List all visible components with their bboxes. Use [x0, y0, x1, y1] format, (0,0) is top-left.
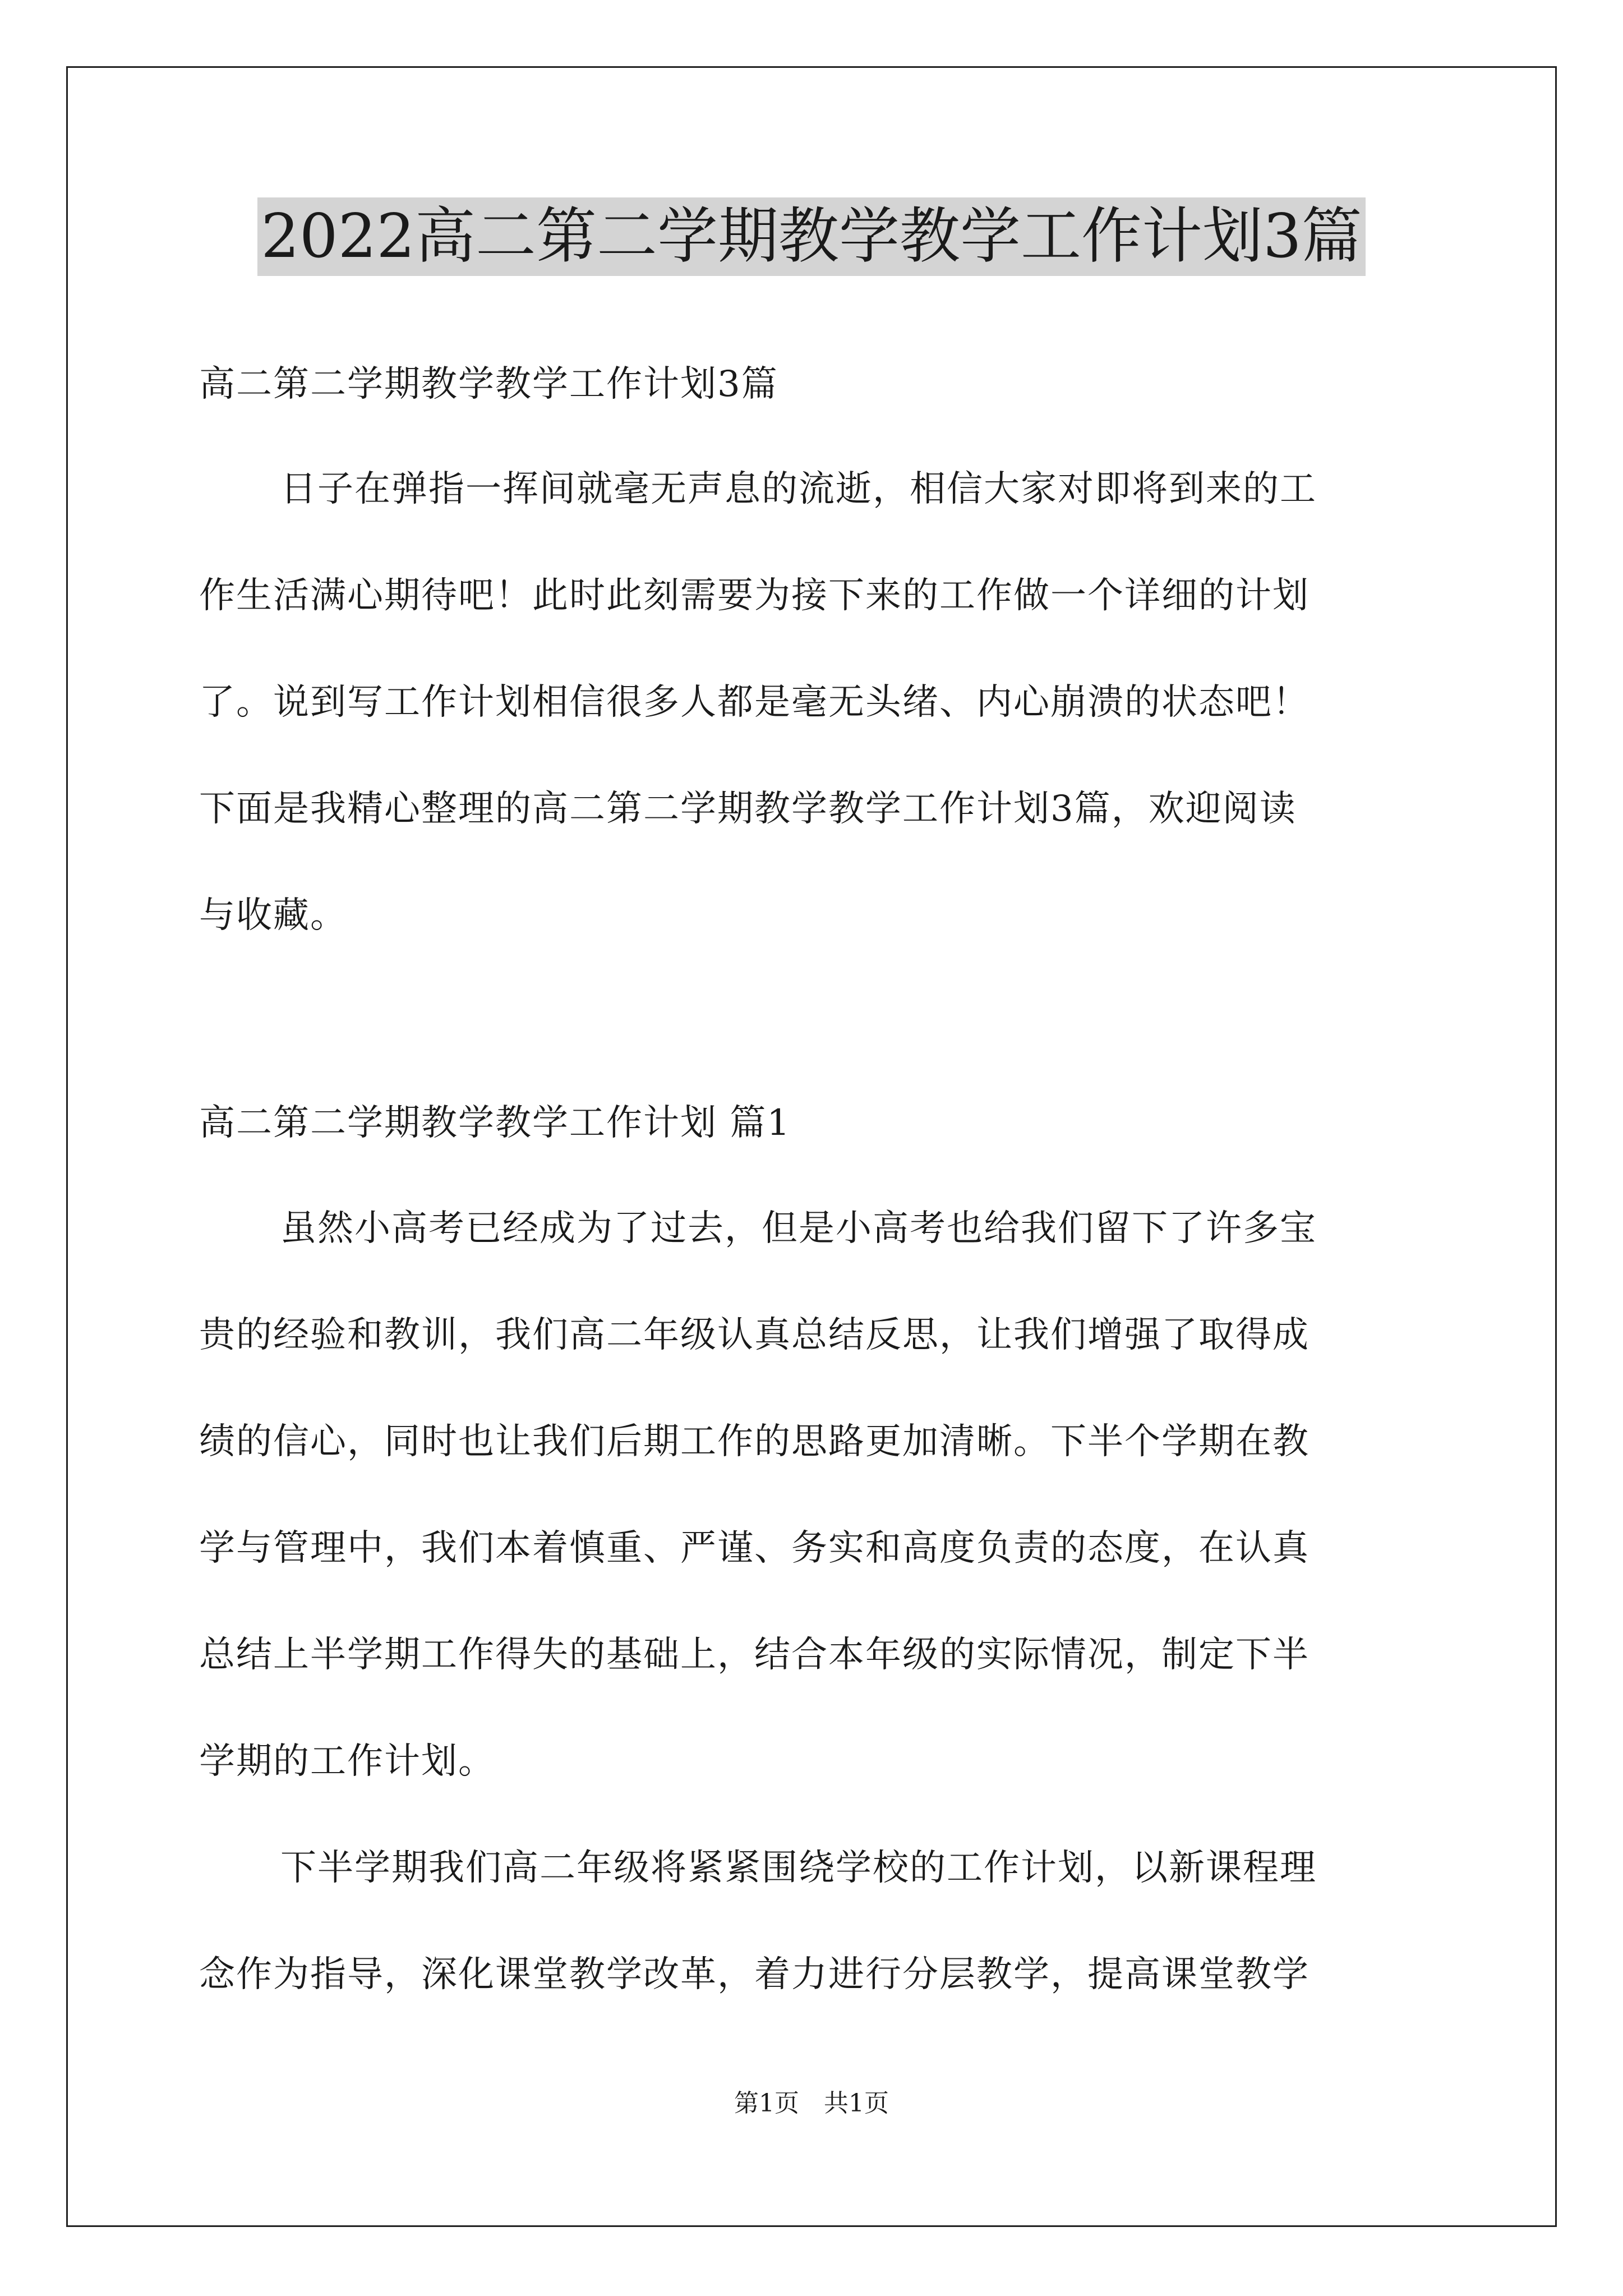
paragraph-line: 绩的信心，同时也让我们后期工作的思路更加清晰。下半个学期在教 [199, 1421, 1310, 1462]
paragraph-line: 学与管理中，我们本着慎重、严谨、务实和高度负责的态度，在认真 [199, 1527, 1310, 1569]
intro-line: 作生活满心期待吧！此时此刻需要为接下来的工作做一个详细的计划 [199, 575, 1310, 616]
subtitle: 高二第二学期教学教学工作计划3篇 [199, 364, 778, 405]
intro-line: 下面是我精心整理的高二第二学期教学教学工作计划3篇，欢迎阅读 [199, 788, 1297, 830]
paragraph-line: 总结上半学期工作得失的基础上，结合本年级的实际情况，制定下半 [199, 1634, 1310, 1676]
paragraph-line: 下半学期我们高二年级将紧紧围绕学校的工作计划，以新课程理 [280, 1847, 1317, 1889]
paragraph-line: 虽然小高考已经成为了过去，但是小高考也给我们留下了许多宝 [280, 1208, 1317, 1249]
intro-line: 了。说到写工作计划相信很多人都是毫无头绪、内心崩溃的状态吧！ [199, 682, 1310, 723]
title-container [0, 197, 1623, 276]
paragraph-line: 学期的工作计划。 [199, 1741, 495, 1782]
paragraph-line: 念作为指导，深化课堂教学改革，着力进行分层教学，提高课堂教学 [199, 1954, 1310, 1995]
intro-line: 日子在弹指一挥间就毫无声息的流逝，相信大家对即将到来的工 [280, 468, 1317, 510]
page-footer: 第1页 共1页 [734, 2089, 889, 2118]
intro-line: 与收藏。 [199, 895, 347, 936]
section-heading: 高二第二学期教学教学工作计划 篇1 [199, 1102, 791, 1144]
paragraph-line: 贵的经验和教训，我们高二年级认真总结反思，让我们增强了取得成 [199, 1314, 1310, 1356]
document-title: 2022高二第二学期教学教学工作计划3篇 [257, 197, 1366, 276]
